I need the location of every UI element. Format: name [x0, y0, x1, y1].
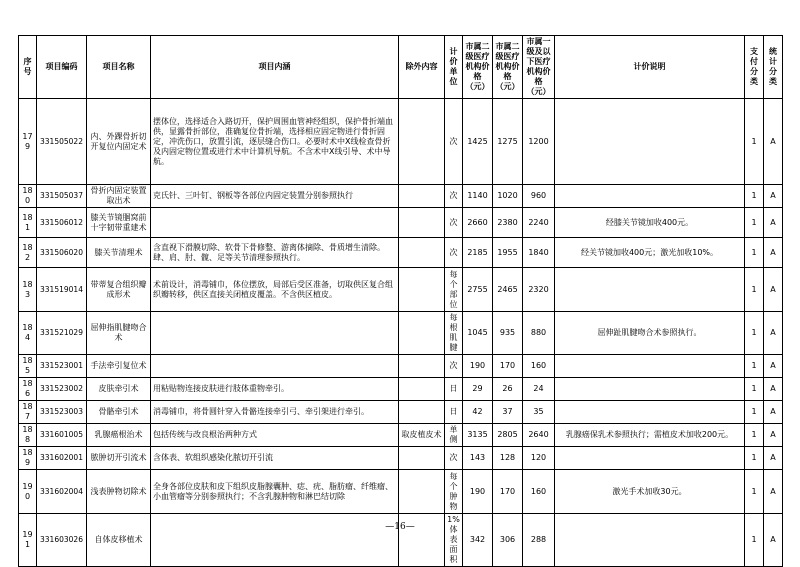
cell-stat: A: [764, 185, 783, 208]
cell-code: 331506012: [37, 208, 87, 238]
cell-stat: A: [764, 401, 783, 424]
table-row: [19, 401, 783, 424]
cell-price2b: 2805: [493, 424, 523, 447]
header-code: 项目编码: [37, 36, 87, 99]
cell-price1: 160: [523, 470, 555, 514]
header-except: 除外内容: [399, 36, 445, 99]
cell-pay: 1: [745, 514, 764, 567]
cell-price2: 1140: [463, 185, 493, 208]
cell-unit: 日: [445, 401, 463, 424]
cell-code: 331505022: [37, 99, 87, 185]
cell-except: [399, 470, 445, 514]
cell-price2b: 2465: [493, 268, 523, 312]
header-price1: 市属一级及以下医疗机构价格（元）: [523, 36, 555, 99]
cell-seq: 179: [19, 99, 37, 185]
cell-price2: 3135: [463, 424, 493, 447]
cell-note: 激光手术加收30元。: [555, 470, 745, 514]
cell-note: [555, 99, 745, 185]
cell-price2: 2660: [463, 208, 493, 238]
cell-note: 乳腺癌保乳术参照执行；需植皮术加收200元。: [555, 424, 745, 447]
cell-name: 屈伸指肌腱吻合术: [87, 312, 151, 355]
cell-except: [399, 447, 445, 470]
cell-stat: A: [764, 238, 783, 268]
cell-price2b: 935: [493, 312, 523, 355]
header-price2b: 市属二级医疗机构价格（元）: [493, 36, 523, 99]
cell-content: 摆体位，选择适合入路切开，保护周围血管神经组织，保护骨折端血供，显露骨折部位，准确复位骨折端，选择相应固定物进行骨折固定，冲洗伤口，放置引流，逐层缝合伤口。必要时术中X线检查骨折及内固定物位置或进行术中计算机导航。不含术中X线引导、术中导航。: [151, 99, 399, 185]
header-row: [19, 36, 783, 99]
cell-unit: 次: [445, 238, 463, 268]
header-seq: 序号: [19, 36, 37, 99]
cell-code: 331519014: [37, 268, 87, 312]
cell-price2b: 26: [493, 378, 523, 401]
cell-name: 皮肤牵引术: [87, 378, 151, 401]
cell-note: [555, 401, 745, 424]
cell-price1: 1200: [523, 99, 555, 185]
cell-note: 经关节镜加收400元；激光加收10%。: [555, 238, 745, 268]
cell-content: 含直视下滑膜切除、软骨下骨修整、游离体摘除、骨质增生清除。肆、肩、肘、髋、足等关节清理参照执行。: [151, 238, 399, 268]
cell-pay: 1: [745, 470, 764, 514]
cell-price2b: 128: [493, 447, 523, 470]
cell-unit: 次: [445, 99, 463, 185]
cell-price2: 1045: [463, 312, 493, 355]
cell-content: 用粘贴物连接皮肤进行肢体重物牵引。: [151, 378, 399, 401]
table-row: [19, 424, 783, 447]
table-row: [19, 355, 783, 378]
cell-stat: A: [764, 447, 783, 470]
table-row: [19, 470, 783, 514]
cell-price1: 880: [523, 312, 555, 355]
cell-code: 331523002: [37, 378, 87, 401]
cell-code: 331523003: [37, 401, 87, 424]
cell-except: [399, 99, 445, 185]
cell-stat: A: [764, 355, 783, 378]
page-number: —16—: [385, 522, 415, 532]
cell-price2: 42: [463, 401, 493, 424]
cell-price2: 143: [463, 447, 493, 470]
table-row: [19, 268, 783, 312]
cell-content: [151, 208, 399, 238]
cell-pay: 1: [745, 447, 764, 470]
cell-price2b: 1020: [493, 185, 523, 208]
header-unit: 计价单位: [445, 36, 463, 99]
cell-except: [399, 378, 445, 401]
cell-price1: 1840: [523, 238, 555, 268]
header-content: 项目内涵: [151, 36, 399, 99]
cell-price2b: 170: [493, 355, 523, 378]
cell-unit: 每个肿物: [445, 470, 463, 514]
cell-note: [555, 447, 745, 470]
header-stat: 统计分类: [764, 36, 783, 99]
cell-price2b: 1275: [493, 99, 523, 185]
cell-note: [555, 268, 745, 312]
cell-except: 取皮植皮术: [399, 424, 445, 447]
cell-stat: A: [764, 378, 783, 401]
cell-note: [555, 355, 745, 378]
cell-name: 骨折内固定装置取出术: [87, 185, 151, 208]
cell-name: 膝关节清理术: [87, 238, 151, 268]
cell-name: 膝关节镜腘窝前十字韧带重建术: [87, 208, 151, 238]
cell-price1: 2640: [523, 424, 555, 447]
cell-stat: A: [764, 424, 783, 447]
cell-content: [151, 312, 399, 355]
cell-unit: 每根肌腱: [445, 312, 463, 355]
cell-price1: 120: [523, 447, 555, 470]
header-pay: 支付分类: [745, 36, 764, 99]
cell-pay: 1: [745, 268, 764, 312]
cell-code: 331505037: [37, 185, 87, 208]
cell-name: 自体皮移植术: [87, 514, 151, 567]
cell-price2: 2185: [463, 238, 493, 268]
cell-price1: 160: [523, 355, 555, 378]
cell-price2: 342: [463, 514, 493, 567]
cell-except: [399, 401, 445, 424]
table-row: [19, 99, 783, 185]
cell-price1: 35: [523, 401, 555, 424]
cell-code: 331602004: [37, 470, 87, 514]
table-row: [19, 185, 783, 208]
cell-note: 屈伸趾肌腱吻合术参照执行。: [555, 312, 745, 355]
cell-unit: 次: [445, 185, 463, 208]
cell-name: 骨骼牵引术: [87, 401, 151, 424]
cell-content: 包括传统与改良根治两种方式: [151, 424, 399, 447]
cell-seq: 186: [19, 378, 37, 401]
cell-price1: 960: [523, 185, 555, 208]
cell-stat: A: [764, 312, 783, 355]
cell-unit: 单侧: [445, 424, 463, 447]
cell-stat: A: [764, 268, 783, 312]
cell-price2b: 306: [493, 514, 523, 567]
cell-pay: 1: [745, 355, 764, 378]
cell-stat: A: [764, 208, 783, 238]
cell-code: 331506020: [37, 238, 87, 268]
cell-price2: 190: [463, 355, 493, 378]
table-row: [19, 238, 783, 268]
cell-price2: 190: [463, 470, 493, 514]
cell-price2: 29: [463, 378, 493, 401]
cell-price2: 2755: [463, 268, 493, 312]
cell-code: 331523001: [37, 355, 87, 378]
cell-note: 经膝关节镜加收400元。: [555, 208, 745, 238]
cell-content: 全身各部位皮肤和皮下组织皮脂腺囊肿、痣、疣、脂肪瘤、纤维瘤、小血管瘤等分别参照执行；不含乳腺肿物和淋巴结切除: [151, 470, 399, 514]
cell-except: [399, 185, 445, 208]
cell-except: [399, 238, 445, 268]
cell-price2b: 2380: [493, 208, 523, 238]
cell-pay: 1: [745, 238, 764, 268]
cell-code: 331602001: [37, 447, 87, 470]
cell-seq: 189: [19, 447, 37, 470]
cell-name: 手法牵引复位术: [87, 355, 151, 378]
cell-except: [399, 268, 445, 312]
cell-seq: 182: [19, 238, 37, 268]
cell-price1: 2320: [523, 268, 555, 312]
cell-name: 脓肿切开引流术: [87, 447, 151, 470]
cell-pay: 1: [745, 424, 764, 447]
cell-note: [555, 185, 745, 208]
cell-price2b: 1955: [493, 238, 523, 268]
cell-seq: 187: [19, 401, 37, 424]
cell-seq: 185: [19, 355, 37, 378]
cell-price1: 288: [523, 514, 555, 567]
cell-price1: 24: [523, 378, 555, 401]
cell-note: [555, 378, 745, 401]
cell-name: 内、外踝骨折切开复位内固定术: [87, 99, 151, 185]
cell-seq: 183: [19, 268, 37, 312]
cell-unit: 次: [445, 355, 463, 378]
cell-seq: 184: [19, 312, 37, 355]
price-table-page: [18, 35, 782, 567]
cell-stat: A: [764, 99, 783, 185]
table-row: [19, 208, 783, 238]
cell-except: [399, 208, 445, 238]
cell-pay: 1: [745, 208, 764, 238]
cell-price2b: 37: [493, 401, 523, 424]
cell-pay: 1: [745, 99, 764, 185]
cell-pay: 1: [745, 401, 764, 424]
cell-unit: 日: [445, 378, 463, 401]
table-row: [19, 312, 783, 355]
cell-content: 消毒铺巾，将骨圆针穿入骨骼连接牵引弓、牵引架进行牵引。: [151, 401, 399, 424]
cell-pay: 1: [745, 312, 764, 355]
cell-content: 含体表、软组织感染化脓切开引流: [151, 447, 399, 470]
cell-code: 331521029: [37, 312, 87, 355]
cell-seq: 190: [19, 470, 37, 514]
cell-unit: 每个部位: [445, 268, 463, 312]
cell-unit: 次: [445, 208, 463, 238]
table-row: [19, 378, 783, 401]
cell-content: [151, 355, 399, 378]
cell-stat: A: [764, 470, 783, 514]
cell-name: 带蒂复合组织瓣成形术: [87, 268, 151, 312]
cell-name: 浅表肿物切除术: [87, 470, 151, 514]
cell-content: 克氏针、三叶钉、钢板等各部位内固定装置分别参照执行: [151, 185, 399, 208]
cell-code: 331603026: [37, 514, 87, 567]
cell-stat: A: [764, 514, 783, 567]
cell-price1: 2240: [523, 208, 555, 238]
cell-except: [399, 312, 445, 355]
cell-content: 术前设计，消毒铺巾，体位摆放，局部后受区准备，切取供区复合组织瓣转移，供区直接关闭植皮覆盖。不含供区植皮。: [151, 268, 399, 312]
cell-seq: 180: [19, 185, 37, 208]
cell-unit: 1%体表面积: [445, 514, 463, 567]
price-table: [18, 35, 783, 567]
table-row: [19, 447, 783, 470]
cell-price2: 1425: [463, 99, 493, 185]
cell-except: [399, 355, 445, 378]
header-name: 项目名称: [87, 36, 151, 99]
cell-seq: 181: [19, 208, 37, 238]
cell-seq: 191: [19, 514, 37, 567]
cell-pay: 1: [745, 378, 764, 401]
cell-name: 乳腺癌根治术: [87, 424, 151, 447]
cell-unit: 次: [445, 447, 463, 470]
cell-price2b: 170: [493, 470, 523, 514]
header-note: 计价说明: [555, 36, 745, 99]
cell-code: 331601005: [37, 424, 87, 447]
cell-seq: 188: [19, 424, 37, 447]
header-price2: 市属二级医疗机构价格（元）: [463, 36, 493, 99]
cell-pay: 1: [745, 185, 764, 208]
